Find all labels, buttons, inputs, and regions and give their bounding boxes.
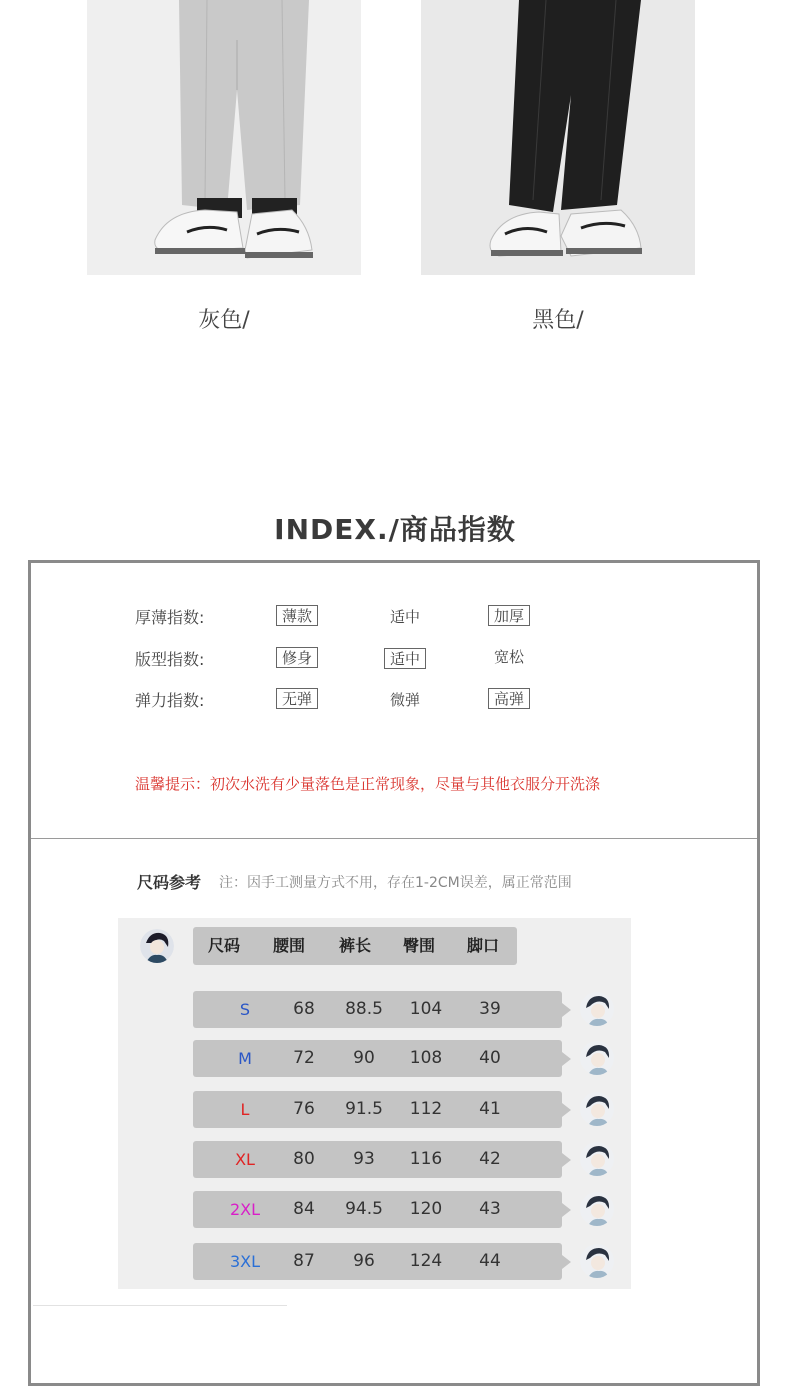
table-row: [193, 991, 562, 1028]
hem-cell: 44: [479, 1251, 501, 1271]
elasticity-label: 弹力指数:: [135, 691, 205, 710]
row-avatar-icon: [580, 992, 614, 1026]
waist-cell: 80: [293, 1149, 315, 1169]
length-cell: 93: [353, 1149, 375, 1169]
gray-pants-photo: [87, 0, 361, 275]
header-avatar-icon: [140, 929, 174, 963]
length-cell: 91.5: [345, 1099, 383, 1119]
size-cell: XL: [235, 1150, 255, 1169]
elasticity-option-none: 无弹: [276, 688, 318, 709]
waist-cell: 76: [293, 1099, 315, 1119]
index-title: INDEX./商品指数: [274, 513, 516, 546]
hip-cell: 116: [409, 1149, 443, 1169]
size-table-header: [193, 927, 517, 965]
row-pointer: [562, 1203, 571, 1217]
fit-option-slim: 修身: [276, 647, 318, 668]
thickness-option-medium: 适中: [389, 608, 420, 626]
size-cell: L: [240, 1100, 250, 1119]
hip-cell: 124: [409, 1251, 443, 1271]
row-pointer: [562, 1003, 571, 1017]
column-header-waist: 腰围: [272, 936, 305, 955]
size-reference-note: 注：因手工测量方式不用，存在1-2CM误差，属正常范围: [219, 875, 572, 891]
hip-cell: 112: [409, 1099, 443, 1119]
washing-tip: 温馨提示：初次水洗有少量落色是正常现象，尽量与其他衣服分开洗涤: [135, 775, 601, 793]
thickness-label: 厚薄指数:: [135, 608, 205, 627]
size-cell: S: [239, 1000, 251, 1019]
waist-cell: 84: [293, 1199, 315, 1219]
column-header-length: 裤长: [338, 936, 371, 955]
section-divider: [31, 838, 757, 839]
size-cell: 3XL: [229, 1252, 261, 1271]
hem-cell: 43: [479, 1199, 501, 1219]
hip-cell: 120: [409, 1199, 443, 1219]
fit-option-regular: 适中: [384, 648, 426, 669]
elasticity-option-slight: 微弹: [389, 691, 420, 709]
length-cell: 90: [353, 1048, 375, 1068]
length-cell: 94.5: [345, 1199, 383, 1219]
table-row: [193, 1191, 562, 1228]
thickness-option-thin: 薄款: [276, 605, 318, 626]
waist-cell: 68: [293, 999, 315, 1019]
gray-color-caption: 灰色/: [198, 308, 250, 333]
row-pointer: [562, 1255, 571, 1269]
fit-label: 版型指数:: [135, 650, 205, 669]
length-cell: 88.5: [345, 999, 383, 1019]
hem-cell: 40: [479, 1048, 501, 1068]
row-avatar-icon: [580, 1142, 614, 1176]
table-row: [193, 1091, 562, 1128]
elasticity-option-high: 高弹: [488, 688, 530, 709]
row-pointer: [562, 1052, 571, 1066]
size-cell: M: [238, 1049, 252, 1068]
black-color-caption: 黑色/: [532, 308, 584, 333]
column-header-hip: 臀围: [402, 936, 435, 955]
row-avatar-icon: [580, 1244, 614, 1278]
hem-cell: 39: [479, 999, 501, 1019]
length-cell: 96: [353, 1251, 375, 1271]
row-avatar-icon: [580, 1092, 614, 1126]
thickness-option-thick: 加厚: [488, 605, 530, 626]
row-avatar-icon: [580, 1041, 614, 1075]
hip-cell: 104: [409, 999, 443, 1019]
black-pants-photo: [421, 0, 695, 275]
row-pointer: [562, 1103, 571, 1117]
hip-cell: 108: [409, 1048, 443, 1068]
row-avatar-icon: [580, 1192, 614, 1226]
hem-cell: 41: [479, 1099, 501, 1119]
table-row: [193, 1040, 562, 1077]
hem-cell: 42: [479, 1149, 501, 1169]
column-header-hem: 脚口: [466, 936, 499, 955]
size-reference-heading: 尺码参考: [137, 873, 202, 892]
row-pointer: [562, 1153, 571, 1167]
waist-cell: 72: [293, 1048, 315, 1068]
fit-option-loose: 宽松: [493, 648, 524, 666]
column-header-size: 尺码: [207, 936, 240, 955]
bottom-divider: [33, 1305, 287, 1306]
size-cell: 2XL: [229, 1200, 261, 1219]
waist-cell: 87: [293, 1251, 315, 1271]
table-row: [193, 1141, 562, 1178]
table-row: [193, 1243, 562, 1280]
